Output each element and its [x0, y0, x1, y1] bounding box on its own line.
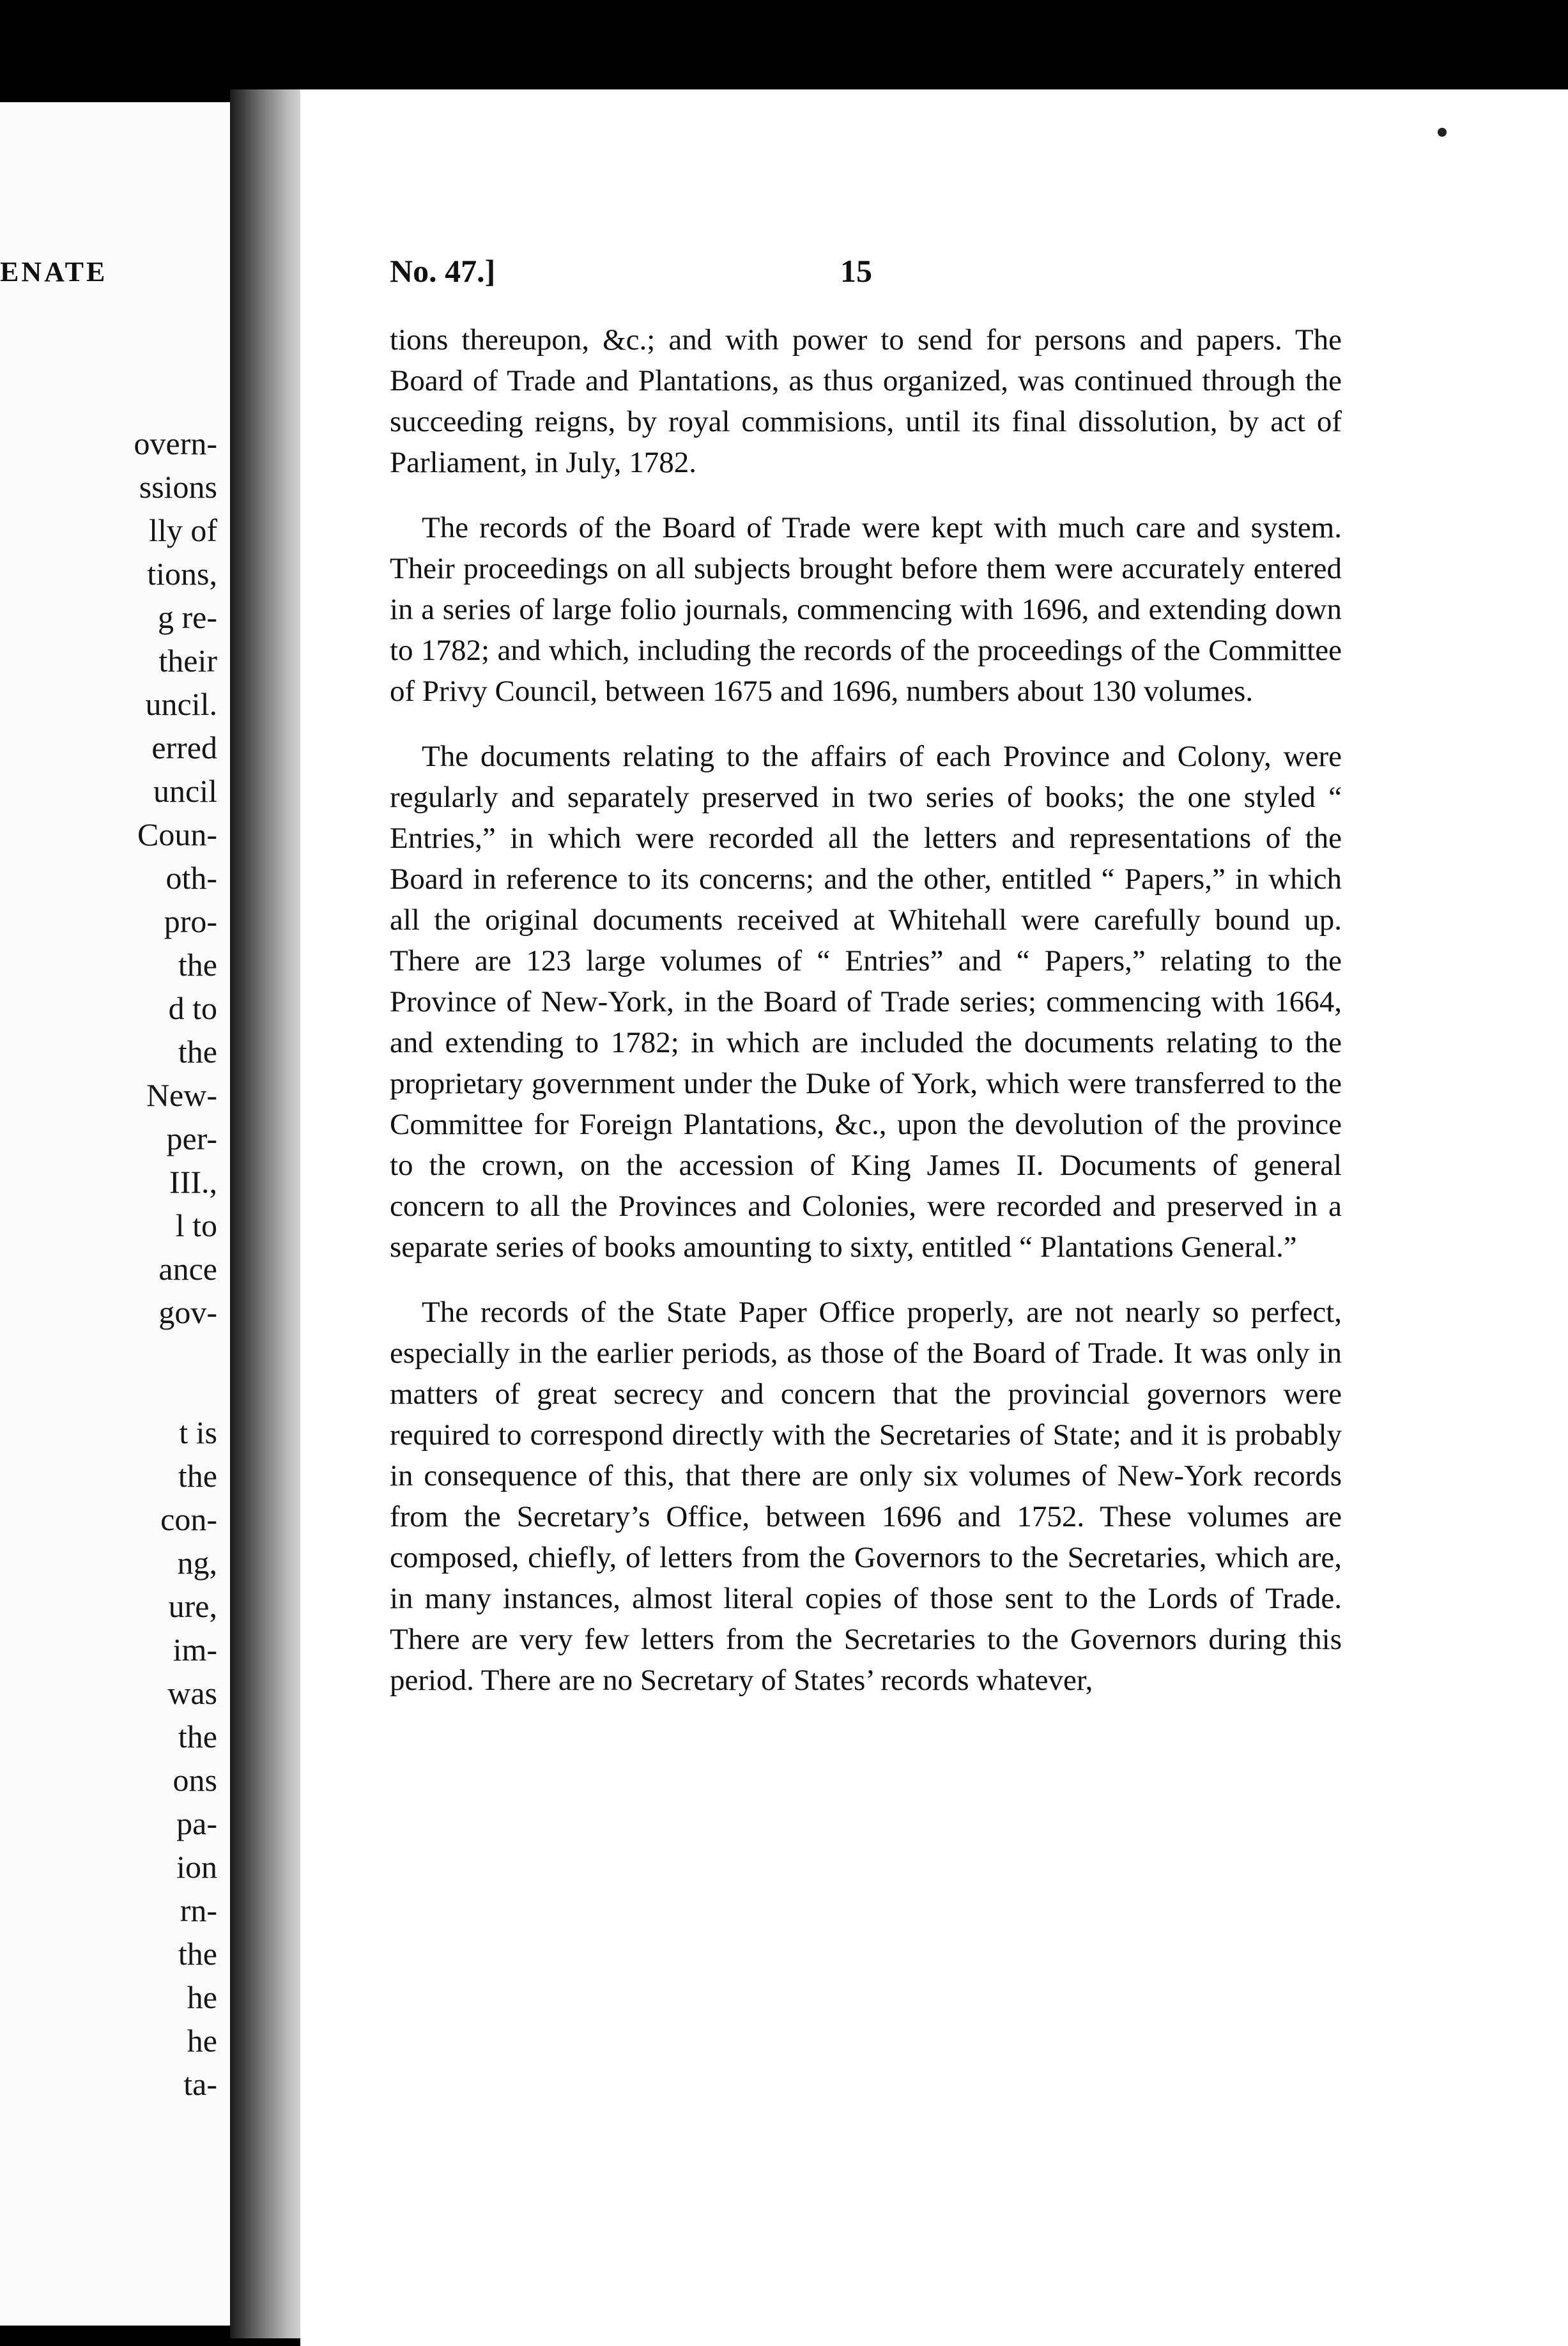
left-page-line: the — [178, 1458, 217, 1494]
paragraph-2: The records of the Board of Trade were kept with much care and system. Their proceedings on all subjects brought before them were accurately entered in a series of large folio journals, commencing with 1696, and extending down to 1782; and which, including the records of the proceedings of the Committee of Privy Council, between 1675 and 1696, numbers about 130 volumes. — [390, 511, 1342, 708]
left-page-line: gov- — [158, 1294, 217, 1330]
left-page-line: oth- — [165, 860, 217, 896]
left-page-line: was — [167, 1675, 217, 1711]
left-page-line: ta- — [183, 2066, 217, 2102]
left-page-line: the — [178, 1034, 217, 1070]
main-page — [300, 89, 1568, 2346]
left-page-line: per- — [166, 1121, 217, 1156]
left-page-line: III., — [169, 1164, 217, 1200]
left-page-line: he — [187, 1979, 217, 2015]
left-page-line: the — [178, 947, 217, 983]
left-page-line: Coun- — [137, 816, 217, 852]
left-page-line: l to — [175, 1208, 217, 1243]
left-page-line: ons — [173, 1762, 217, 1798]
left-page-line: lly of — [149, 512, 217, 548]
left-page-line: d to — [168, 990, 217, 1026]
left-page-line: rn- — [180, 1892, 217, 1928]
left-page-line: pa- — [176, 1805, 217, 1841]
left-page-line: the — [178, 1719, 217, 1754]
left-page-lines — [26, 422, 217, 2106]
paragraph-1: tions thereupon, &c.; and with power to send for persons and papers. The Board of Trade and Plantations, as thus organized, was continued through the succeeding reigns, by royal commisions, until its final dissolution, by act of Parliament, in July, 1782. — [390, 323, 1342, 479]
left-page-line: New- — [146, 1077, 217, 1113]
left-page-line: pro- — [164, 903, 217, 939]
left-page-line: their — [158, 643, 217, 678]
left-page-line: ssions — [139, 469, 217, 505]
left-page-line: ance — [158, 1251, 217, 1287]
left-page-line: ure, — [168, 1588, 217, 1624]
left-running-head: ENATE — [0, 256, 108, 288]
page-number: 15 — [840, 253, 872, 289]
paragraph-4: The records of the State Paper Office properly, are not nearly so perfect, especially in the earlier periods, as those of the Board of Trade. It was only in matters of great secrecy and concern that the provincial governors were required to correspond directly with the Secretaries of State; and it is probably in consequence of this, that there are only six volumes of New-York records from the Secretary’s Office, between 1696 and 1752. These volumes are composed, chiefly, of letters from the Governors to the Secretaries, which are, in many instances, almost literal copies of those sent to the Lords of Trade. There are very few letters from the Secretaries to the Governors during this period. There are no Secretary of States’ records whatever, — [390, 1296, 1342, 1697]
left-page-line: erred — [151, 730, 217, 765]
left-page-line: t is — [179, 1414, 217, 1450]
body-text — [390, 319, 1342, 1725]
left-page-fragment — [0, 102, 230, 2326]
left-page-line: ion — [176, 1849, 217, 1885]
document-number: No. 47.] — [390, 253, 496, 289]
running-head — [390, 252, 1342, 297]
left-page-line: g re- — [158, 599, 217, 635]
left-page-line: uncil. — [145, 686, 217, 722]
left-page-gap — [26, 1334, 217, 1411]
left-page-line: im- — [173, 1632, 217, 1667]
paragraph-3: The documents relating to the affairs of each Province and Colony, were regularly and separately preserved in two series of books; the one styled “ Entries,” in which were recorded all the letters and representations of the Board in reference to its concerns; and the other, entitled “ Papers,” in which all the original documents received at Whitehall were carefully bound up. There are 123 large volumes of “ Entries” and “ Papers,” relating to the Province of New-York, in the Board of Trade series; commencing with 1664, and extending to 1782; in which are included the documents relating to the proprietary government under the Duke of York, which were transferred to the Committee for Foreign Plantations, &c., upon the devolution of the province to the crown, on the accession of King James II. Documents of general concern to all the Provinces and Colonies, were recorded and preserved in a separate series of books amounting to sixty, entitled “ Plantations General.” — [390, 740, 1342, 1264]
left-page-line: con- — [160, 1501, 217, 1537]
left-page-line: the — [178, 1936, 217, 1972]
left-page-line: he — [187, 2023, 217, 2058]
scan-speck — [1438, 128, 1447, 137]
left-page-line: ng, — [177, 1545, 217, 1581]
left-page-line: tions, — [147, 556, 217, 592]
left-page-line: uncil — [153, 773, 217, 809]
left-page-line: overn- — [134, 425, 217, 461]
